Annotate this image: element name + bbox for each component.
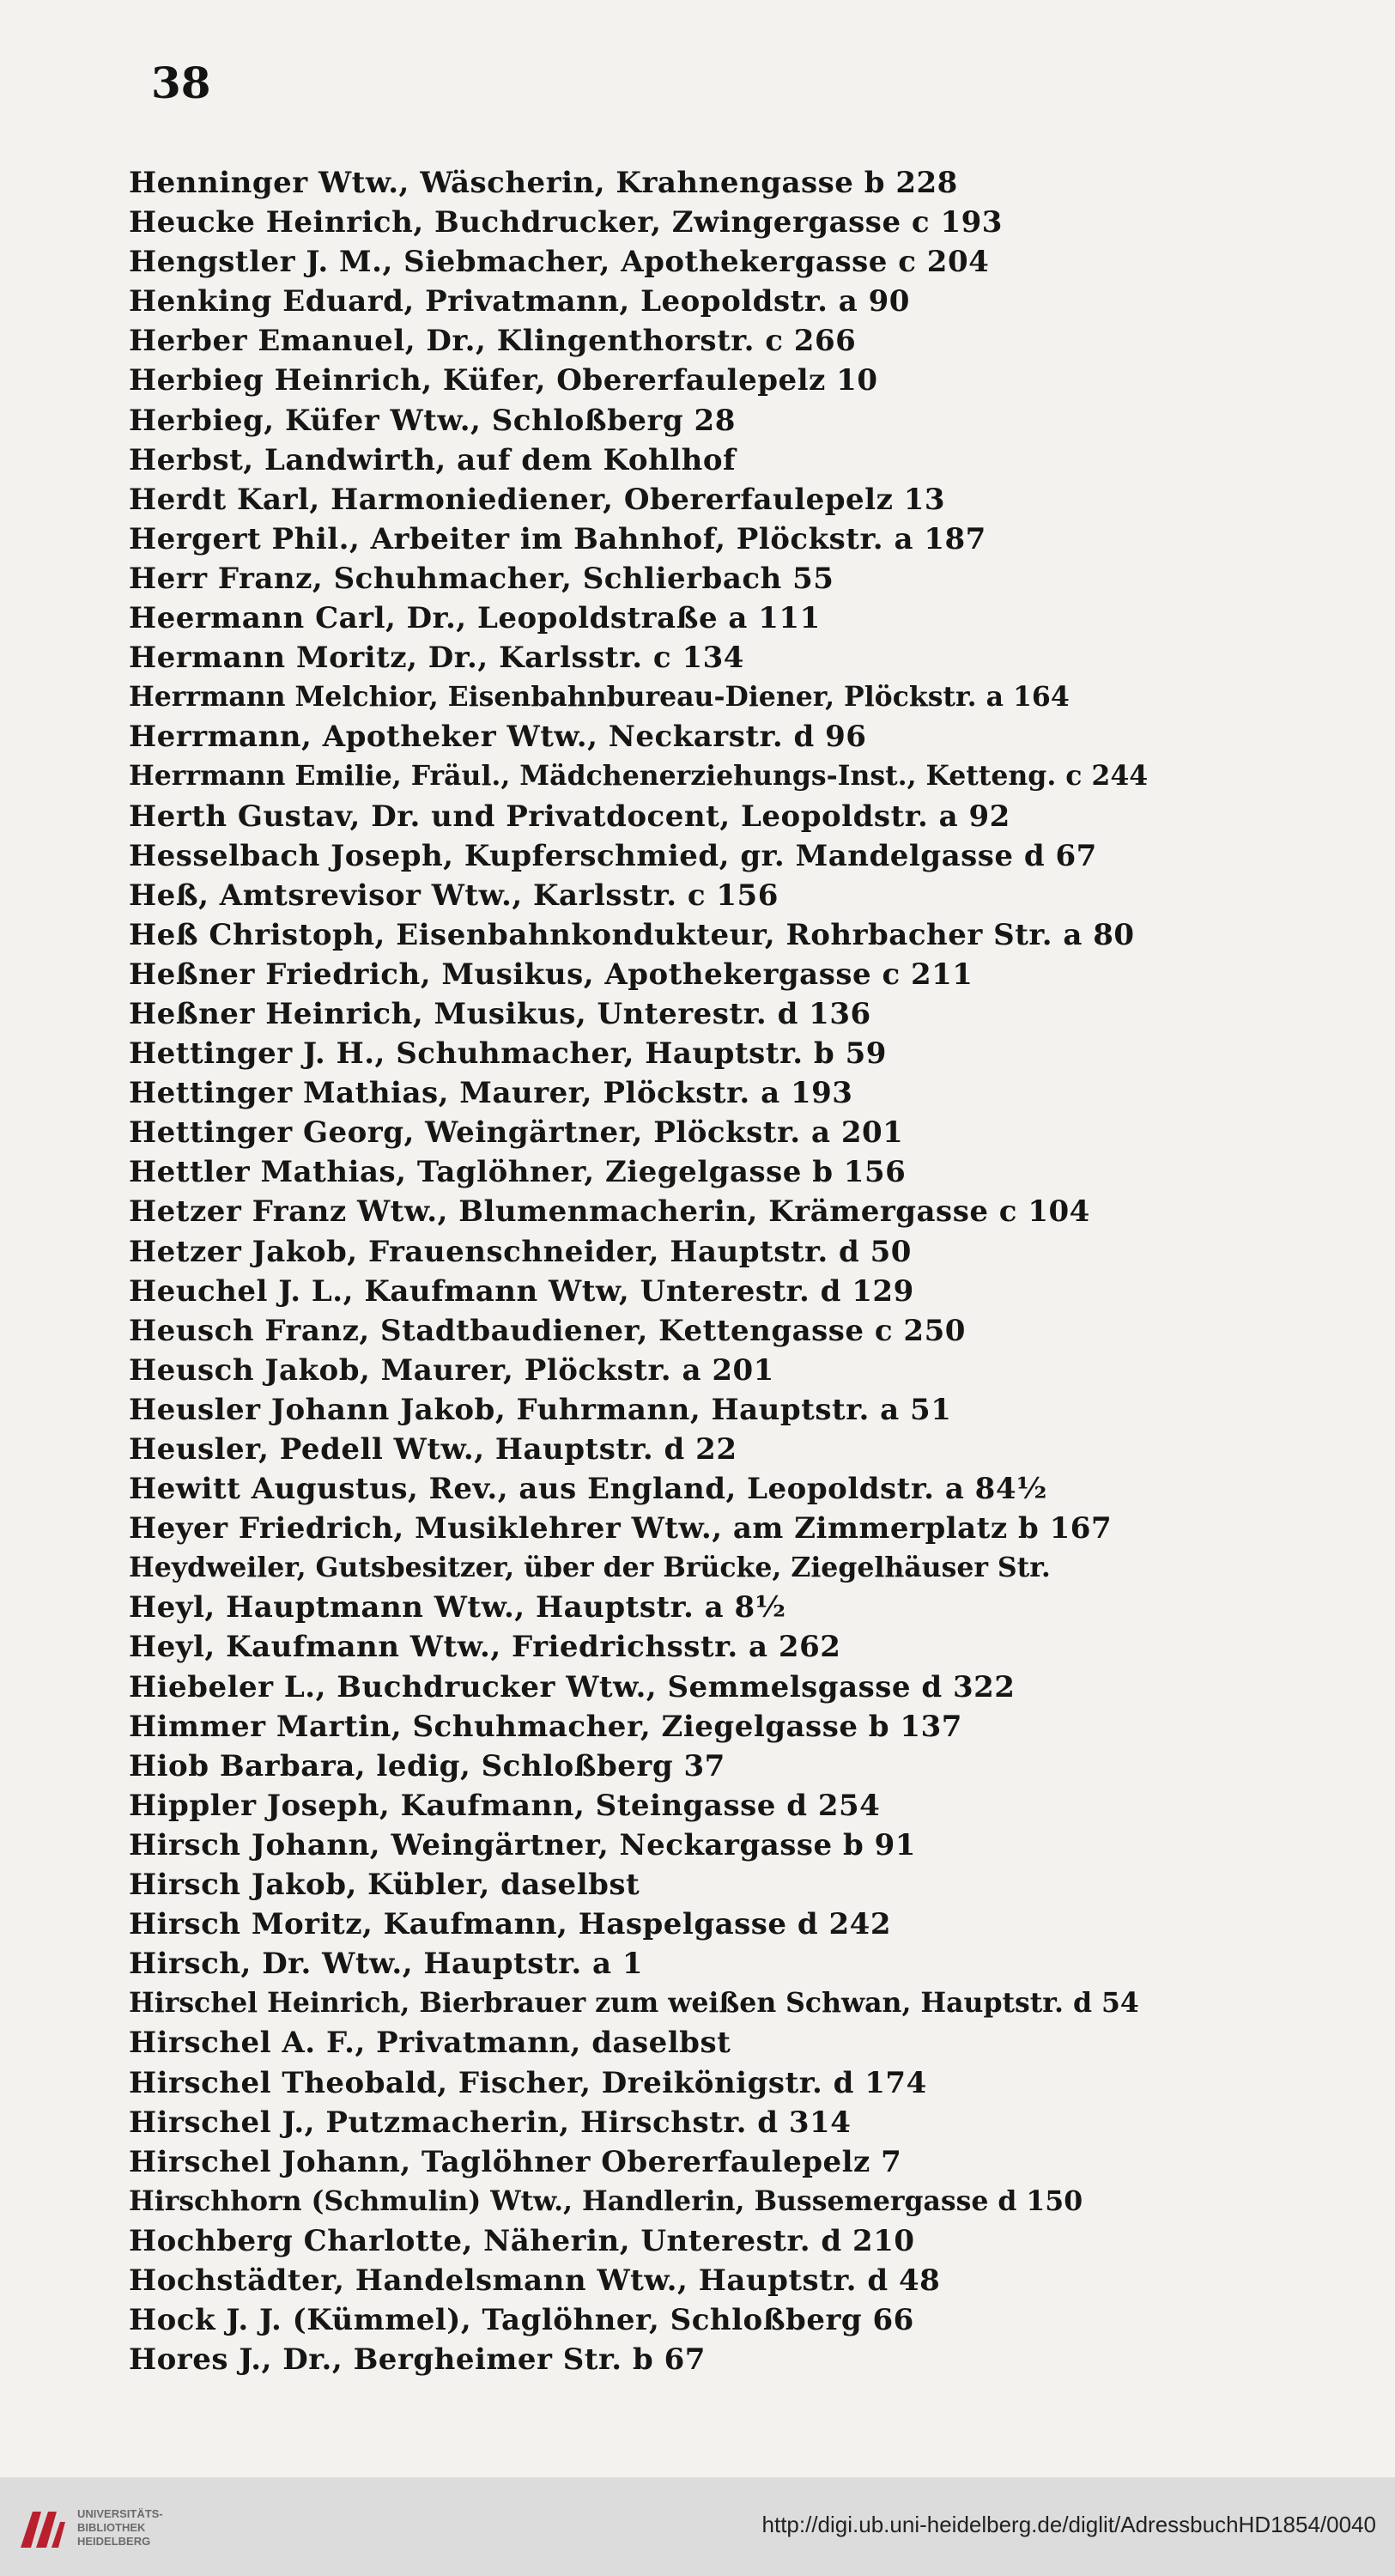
address-entry: Hermann Moritz, Dr., Karlsstr. c 134 [129, 641, 744, 676]
address-entry: Herbieg Heinrich, Küfer, Obererfaulepelz 10 [129, 363, 878, 398]
address-entry: Hirsch Moritz, Kaufmann, Haspelgasse d 242 [129, 1907, 891, 1942]
address-entry: Hock J. J. (Kümmel), Taglöhner, Schloßberg 66 [129, 2303, 914, 2338]
address-entry: Hores J., Dr., Bergheimer Str. b 67 [129, 2342, 706, 2378]
address-entry: Heermann Carl, Dr., Leopoldstraße a 111 [129, 601, 821, 636]
address-entry: Heusch Jakob, Maurer, Plöckstr. a 201 [129, 1352, 774, 1388]
address-entry: Herber Emanuel, Dr., Klingenthorstr. c 266 [129, 324, 857, 359]
address-entry: Heyl, Hauptmann Wtw., Hauptstr. a 8½ [129, 1590, 786, 1625]
address-entry: Herbieg, Küfer Wtw., Schloßberg 28 [129, 403, 736, 438]
address-entry: Hirsch Johann, Weingärtner, Neckargasse b 91 [129, 1827, 916, 1862]
address-entry: Herrmann Emilie, Fräul., Mädchenerziehungs-Inst., Ketteng. c 244 [129, 760, 1149, 793]
address-entry: Herr Franz, Schuhmacher, Schlierbach 55 [129, 561, 834, 596]
address-entry: Heusch Franz, Stadtbaudiener, Kettengasse c 250 [129, 1313, 966, 1348]
address-entry: Heßner Friedrich, Musikus, Apothekergasse c 211 [129, 957, 973, 992]
address-entry: Hochstädter, Handelsmann Wtw., Hauptstr. d 48 [129, 2263, 941, 2298]
address-entry: Heydweiler, Gutsbesitzer, über der Brücke, Ziegelhäuser Str. [129, 1552, 1051, 1584]
address-entry: Hesselbach Joseph, Kupferschmied, gr. Mandelgasse d 67 [129, 838, 1097, 873]
address-entry: Hettinger J. H., Schuhmacher, Hauptstr. b 59 [129, 1036, 887, 1072]
address-entry: Hirschel Theobald, Fischer, Dreikönigstr. d 174 [129, 2065, 927, 2100]
address-entry: Hiob Barbara, ledig, Schloßberg 37 [129, 1748, 725, 1783]
address-entry: Herrmann Melchior, Eisenbahnbureau-Diener, Plöckstr. a 164 [129, 681, 1070, 714]
address-entry: Hirsch Jakob, Kübler, daselbst [129, 1868, 640, 1903]
address-entry: Hengstler J. M., Siebmacher, Apothekergasse c 204 [129, 245, 990, 280]
address-entry: Hettler Mathias, Taglöhner, Ziegelgasse b 156 [129, 1155, 907, 1190]
address-entry: Henninger Wtw., Wäscherin, Krahnengasse b 228 [129, 166, 958, 200]
address-entry: Hippler Joseph, Kaufmann, Steingasse d 254 [129, 1788, 881, 1823]
address-entry: Hirsch, Dr. Wtw., Hauptstr. a 1 [129, 1947, 644, 1982]
university-library-logo-icon [15, 2503, 67, 2555]
address-entry: Heyer Friedrich, Musiklehrer Wtw., am Zimmerplatz b 167 [129, 1511, 1113, 1546]
address-entry: Hirschel J., Putzmacherin, Hirschstr. d 314 [129, 2105, 852, 2140]
address-entry: Hetzer Franz Wtw., Blumenmacherin, Krämergasse c 104 [129, 1194, 1090, 1230]
address-entry: Herrmann, Apotheker Wtw., Neckarstr. d 96 [129, 720, 867, 755]
page-number: 38 [151, 58, 211, 108]
source-url-link[interactable]: http://digi.ub.uni-heidelberg.de/diglit/AdressbuchHD1854/0040 [761, 2512, 1376, 2537]
viewer-footer [0, 2477, 1395, 2576]
address-entry: Himmer Martin, Schuhmacher, Ziegelgasse b 137 [129, 1709, 962, 1744]
address-entry: Hirschel Johann, Taglöhner Obererfaulepelz 7 [129, 2144, 902, 2179]
library-name-line: UNIVERSITÄTS- [77, 2507, 163, 2520]
address-entry: Heucke Heinrich, Buchdrucker, Zwingergasse c 193 [129, 205, 1003, 240]
address-entry: Hetzer Jakob, Frauenschneider, Hauptstr. d 50 [129, 1234, 912, 1269]
address-entry: Heusler Johann Jakob, Fuhrmann, Hauptstr. a 51 [129, 1392, 952, 1427]
address-entry: Heßner Heinrich, Musikus, Unterestr. d 136 [129, 996, 871, 1031]
address-entry: Hirschhorn (Schmulin) Wtw., Handlerin, Bussemergasse d 150 [129, 2184, 1083, 2217]
address-entry: Hewitt Augustus, Rev., aus England, Leopoldstr. a 84½ [129, 1472, 1047, 1507]
address-entry: Herth Gustav, Dr. und Privatdocent, Leopoldstr. a 92 [129, 799, 1010, 834]
address-entry: Heuchel J. L., Kaufmann Wtw, Unterestr. d 129 [129, 1273, 914, 1309]
address-entry: Hirschel A. F., Privatmann, daselbst [129, 2026, 731, 2061]
address-entry: Hettinger Georg, Weingärtner, Plöckstr. a 201 [129, 1115, 904, 1151]
library-name [77, 2507, 163, 2549]
address-entry: Hiebeler L., Buchdrucker Wtw., Semmelsgasse d 322 [129, 1669, 1016, 1704]
address-entry: Hochberg Charlotte, Näherin, Unterestr. d 210 [129, 2223, 915, 2258]
address-entry: Herbst, Landwirth, auf dem Kohlhof [129, 442, 737, 477]
library-name-line: HEIDELBERG [77, 2535, 151, 2548]
address-entry: Herdt Karl, Harmoniediener, Obererfaulepelz 13 [129, 482, 946, 517]
address-entry: Heß Christoph, Eisenbahnkondukteur, Rohrbacher Str. a 80 [129, 917, 1135, 952]
address-entry-list [129, 163, 1245, 2379]
library-name-line: BIBLIOTHEK [77, 2521, 146, 2534]
address-entry: Heß, Amtsrevisor Wtw., Karlsstr. c 156 [129, 878, 779, 913]
address-entry: Henking Eduard, Privatmann, Leopoldstr. a 90 [129, 284, 910, 319]
address-entry: Heusler, Pedell Wtw., Hauptstr. d 22 [129, 1432, 737, 1467]
address-entry: Heyl, Kaufmann Wtw., Friedrichsstr. a 262 [129, 1630, 841, 1665]
address-entry: Hettinger Mathias, Maurer, Plöckstr. a 193 [129, 1076, 853, 1111]
address-entry: Hergert Phil., Arbeiter im Bahnhof, Plöckstr. a 187 [129, 521, 986, 556]
address-entry: Hirschel Heinrich, Bierbrauer zum weißen Schwan, Hauptstr. d 54 [129, 1987, 1139, 2020]
